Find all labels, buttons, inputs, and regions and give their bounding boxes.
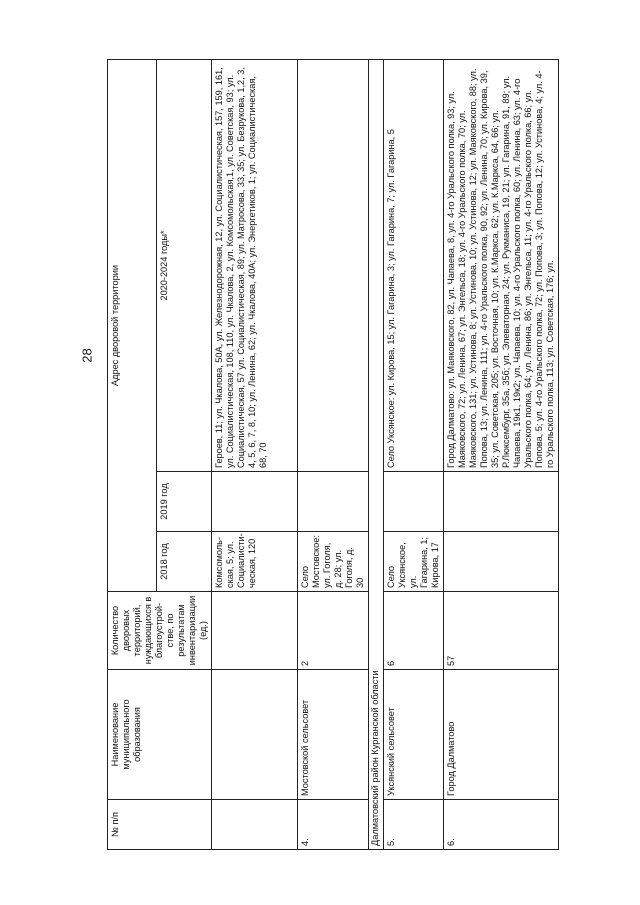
header-2019: 2019 год — [156, 472, 211, 532]
courtyard-address-table — [107, 59, 559, 850]
cell-num: 5. — [383, 800, 443, 850]
table-row — [443, 60, 558, 850]
cell-name: Уксянский сельсовет — [383, 670, 443, 800]
region-row — [369, 60, 383, 850]
cell-name — [212, 670, 298, 800]
cell-2020-2024: Село Уксянское: ул. Кирова, 15; ул. Гагарина, 3; ул. Гагарина, 7; ул. Гагарина, 5 — [383, 60, 443, 472]
table-row — [383, 60, 443, 850]
header-name: Наименование муниципального образования — [108, 670, 212, 800]
cell-num: 6. — [443, 800, 558, 850]
cell-2018: Комсомоль-ская, 5; ул. Социалисти-ческая, 120 — [212, 532, 298, 592]
cell-2018: Село Мостовское: ул. Гоголя, д. 28; ул. Гоголя, д. 30 — [298, 532, 369, 592]
table-wrapper — [107, 60, 555, 850]
header-count: Количество дворовых территорий, нуждающихся в благоустрой-стве, по результатам инвентаризации (ед.) — [108, 592, 212, 670]
cell-2020-2024: Героев, 11; ул. Чкалова, 50А, ул. Железнодорожная, 12, ул. Социалистическая, 157, 159, 161, ул. Социалистическая, 108, 110, ул. Чкалова, 2, ул. Комсомольская,1, ул. Советская, 93; ул. Социалистическая, 57 ул. Социалистическая, 89; ул. Матросова, 33, 35; ул. Безрукова, 1,2, 3, 4, 5, 6, 7, 8, 10; ул. Ленина, 62; ул. Чкалова, 40А; ул. Энергетиков, 1; ул. Социалистическая, 68, 70 — [212, 60, 298, 472]
region-label: Далматовский район Курганской области — [369, 60, 383, 850]
header-num: № п/п — [108, 800, 212, 850]
cell-count: 6 — [383, 592, 443, 670]
header-row-1 — [108, 60, 157, 850]
cell-2020-2024 — [298, 60, 369, 472]
cell-2018: Село Уксянское, ул. Гагарина, 1; Кирова, 17 — [383, 532, 443, 592]
cell-2018 — [443, 532, 558, 592]
cell-count — [212, 592, 298, 670]
table-row — [298, 60, 369, 850]
cell-2020-2024: Город Далматово: ул. Маяковского, 82, ул. Чапаева, 8, ул. 4-го Уральского полка, 93; ул. Маяковского, 72; ул. Ленина, 67; ул. Энгельса, 18; ул. 4-го Уральского полка, 70; ул. Маяковского, 131; ул. Устинова, 8; ул. Устинова, 10; ул. Устинова, 12; ул. Маяковского, 88; ул. Попова, 13; ул. Ленина, 111; ул. 4-го Уральского полка, 90, 92; ул. Ленина, 70; ул. Кирова, 39, 35; ул. Советская, 205; ул. Восточная, 10; ул. К.Маркса, 62; ул. К.Маркса, 64, 66; ул. Р.Люксембург, 35а, 35б; ул. Элеваторная, 24; ул. Рукманиса, 19, 21; ул. Гагарина, 91, 89; ул. Чапаева, 19к1, 19к2; ул. Чапаева, 10; ул. 4-го Уральского полка, 60; ул. Ленина, 63; ул. 4-го Уральского полка, 64; ул. Ленина, 86; ул. Энгельса, 11; ул. 4-го Уральского полка, 66; ул. Попова, 5; ул. 4-го Уральского полка, 72; ул. Попова, 3; ул. Попова, 12; ул. Устинова, 4; ул. 4-го Уральского полка, 113; ул. Советская, 176; ул. — [443, 60, 558, 472]
header-2018: 2018 год — [156, 532, 211, 592]
page-number: 28 — [79, 348, 95, 363]
cell-num — [212, 800, 298, 850]
cell-count: 2 — [298, 592, 369, 670]
cell-name: Город Далматово — [443, 670, 558, 800]
cell-2019 — [298, 472, 369, 532]
cell-name: Мостовской сельсовет — [298, 670, 369, 800]
cell-2019 — [383, 472, 443, 532]
table-row — [212, 60, 298, 850]
cell-2019 — [443, 472, 558, 532]
header-2020-2024: 2020-2024 годы* — [156, 60, 211, 472]
header-address-group: Адрес дворовой территории — [108, 60, 157, 592]
rotated-table-area — [107, 60, 555, 850]
cell-count: 57 — [443, 592, 558, 670]
cell-2019 — [212, 472, 298, 532]
cell-num: 4. — [298, 800, 369, 850]
